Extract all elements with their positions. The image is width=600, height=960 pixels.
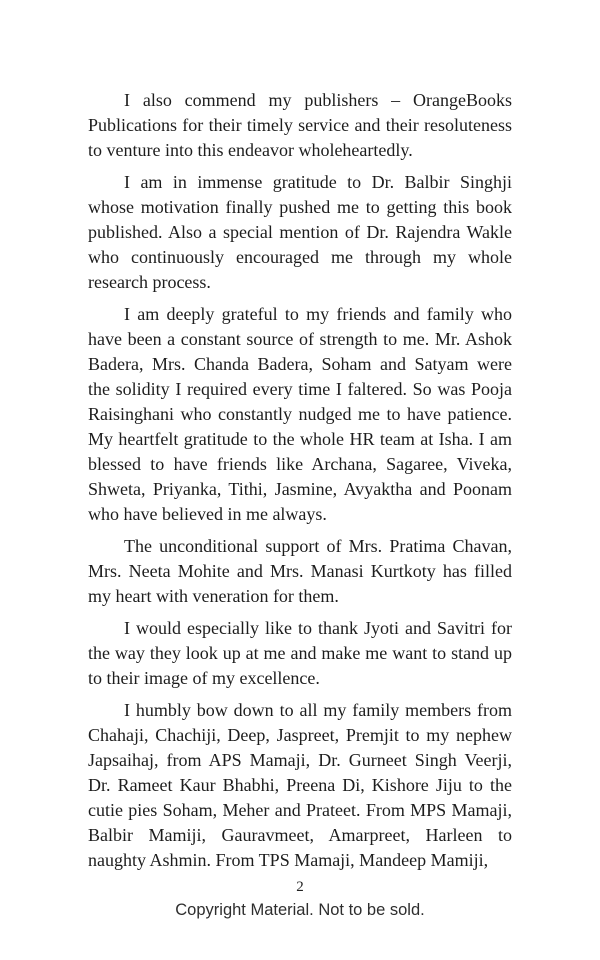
text-line: Mrs. Neeta Mohite and Mrs. Manasi Kurtkoty has filled (88, 561, 512, 581)
text-line: Shweta, Priyanka, Tithi, Jasmine, Avyaktha and Poonam (88, 479, 512, 499)
text-line: Balbir Mamiji, Gauravmeet, Amarpreet, Harleen to (88, 825, 512, 845)
text-line: I humbly bow down to all my family members from (124, 700, 512, 720)
text-line: The unconditional support of Mrs. Pratima Chavan, (124, 536, 512, 556)
text-line: Japsaihaj, from APS Mamaji, Dr. Gurneet Singh Veerji, (88, 750, 512, 770)
paragraph (88, 88, 512, 163)
text-line: Raisinghani who constantly nudged me to have patience. (88, 404, 512, 424)
text-line: I also commend my publishers – OrangeBooks (124, 90, 512, 110)
text-line: my heart with veneration for them. (88, 586, 339, 606)
paragraph (88, 534, 512, 609)
text-line: published. Also a special mention of Dr. Rajendra Wakle (88, 222, 512, 242)
text-line: naughty Ashmin. From TPS Mamaji, Mandeep Mamiji, (88, 850, 489, 870)
paragraph (88, 302, 512, 527)
text-line: who continuously encouraged me through my whole (88, 247, 512, 267)
text-line: whose motivation finally pushed me to getting this book (88, 197, 512, 217)
text-line: have been a constant source of strength to me. Mr. Ashok (88, 329, 512, 349)
page-content (88, 88, 512, 880)
paragraph (88, 698, 512, 873)
text-line: who have believed in me always. (88, 504, 327, 524)
text-line: I am deeply grateful to my friends and family who (124, 304, 512, 324)
text-line: the solidity I required every time I faltered. So was Pooja (88, 379, 512, 399)
text-line: I am in immense gratitude to Dr. Balbir Singhji (124, 172, 512, 192)
text-line: Badera, Mrs. Chanda Badera, Soham and Satyam were (88, 354, 512, 374)
paragraph (88, 616, 512, 691)
text-line: to venture into this endeavor wholeheartedly. (88, 140, 413, 160)
text-line: I would especially like to thank Jyoti and Savitri for (124, 618, 512, 638)
text-line: cutie pies Soham, Meher and Prateet. From MPS Mamaji, (88, 800, 512, 820)
text-line: Chahaji, Chachiji, Deep, Jaspreet, Premjit to my nephew (88, 725, 512, 745)
text-line: Dr. Rameet Kaur Bhabhi, Preena Di, Kishore Jiju to the (88, 775, 512, 795)
text-line: to their image of my excellence. (88, 668, 320, 688)
page-footer (0, 876, 600, 922)
text-line: the way they look up at me and make me want to stand up (88, 643, 512, 663)
text-line: Publications for their timely service and their resoluteness (88, 115, 512, 135)
text-line: research process. (88, 272, 211, 292)
text-line: blessed to have friends like Archana, Sagaree, Viveka, (88, 454, 512, 474)
paragraph (88, 170, 512, 295)
text-line: My heartfelt gratitude to the whole HR team at Isha. I am (88, 429, 512, 449)
page-number: 2 (296, 879, 304, 895)
copyright-notice: Copyright Material. Not to be sold. (175, 901, 425, 919)
